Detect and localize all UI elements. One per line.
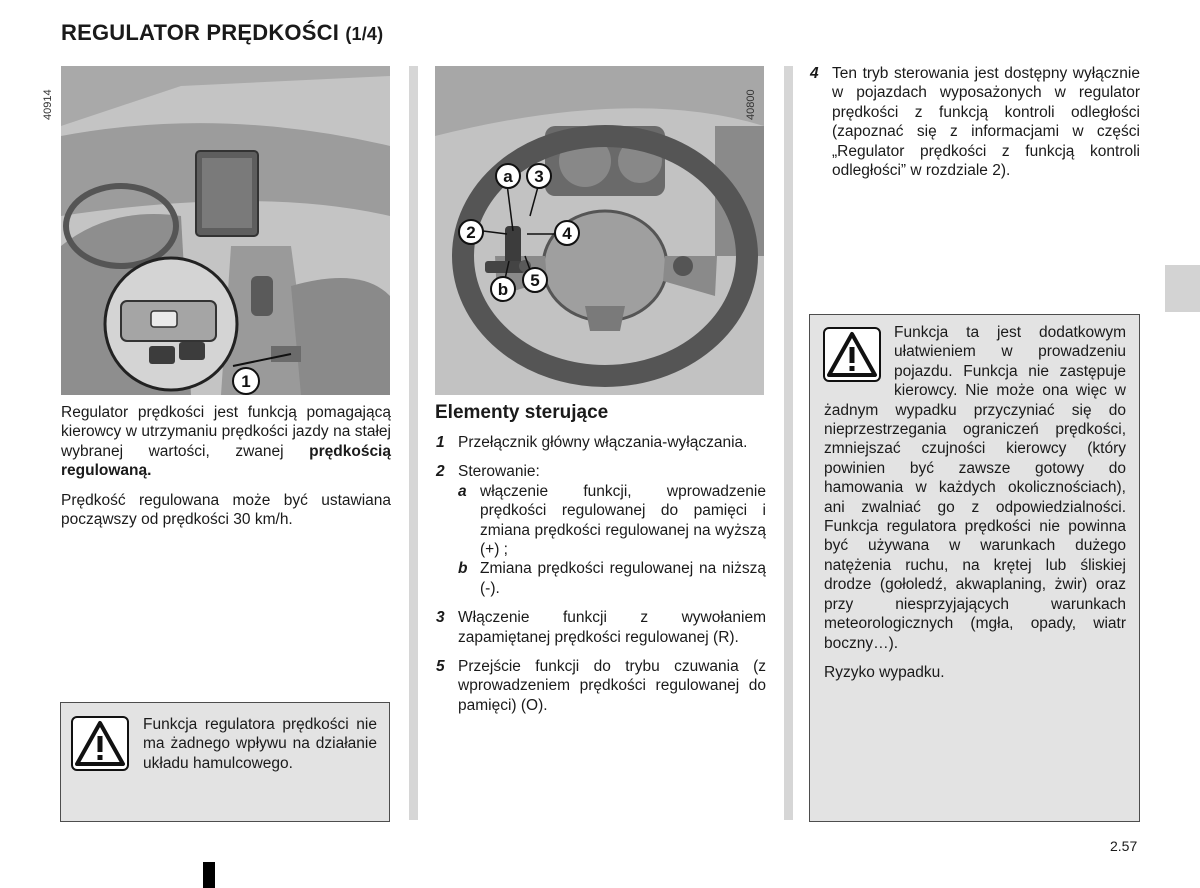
- figure-code: 40914: [42, 89, 54, 120]
- callout-4: [553, 219, 581, 247]
- callout-label: 3: [534, 167, 544, 186]
- callout-a: [494, 162, 522, 190]
- section-heading: Elementy sterujące: [435, 402, 609, 423]
- list-item-number: 3: [436, 609, 445, 627]
- callout-label: 5: [530, 271, 540, 290]
- list-item: [436, 462, 766, 598]
- page-title: [61, 20, 383, 46]
- list-item-number: 5: [436, 658, 445, 676]
- callout-3: [525, 162, 553, 190]
- warning-box-brakes: [60, 702, 390, 822]
- intro-text: Regulator prędkości jest funkcją pomagającą kierowcy w utrzymaniu prędkości jazdy na stałej wybranej wartości, zwanej: [61, 404, 391, 460]
- icon-spacer: [824, 323, 894, 385]
- accident-risk: Ryzyko wypadku.: [824, 663, 945, 681]
- right-column-list: [810, 64, 1140, 190]
- callout-label: 2: [466, 223, 476, 242]
- intro-bold: prędkością regulowaną.: [61, 442, 391, 480]
- page-number: 2.57: [1110, 838, 1138, 854]
- list-item-text: Przejście funkcji do trybu czuwania (z wprowadzeniem prędkości regulowanej do pamięci) (O).: [458, 658, 766, 714]
- dashboard-illustration: [61, 66, 390, 395]
- list-item: [436, 657, 766, 715]
- intro-paragraph: [61, 403, 391, 481]
- callout-label: a: [503, 167, 513, 186]
- callout-b: [489, 275, 517, 303]
- column-divider: [409, 66, 418, 820]
- sub-item-text: włączenie funkcji, wprowadzenie prędkości regulowanej do pamięci i zmiana prędkości regulowanej na wyższą (+) ;: [480, 482, 766, 559]
- warning-text-driver: [824, 323, 1126, 692]
- sub-item-text: Zmiana prędkości regulowanej na niższą (-).: [480, 560, 766, 597]
- left-column-text: [61, 403, 391, 539]
- callout-label: b: [497, 280, 509, 299]
- chapter-tab-marker: [1165, 265, 1200, 312]
- list-item: [436, 433, 766, 452]
- figure-code: 40800: [745, 89, 757, 120]
- warning-paragraph: Funkcja ta jest dodatkowym ułatwieniem w prowadzeniu pojazdu. Funkcja nie zastępuje kierowcy. Nie może ona więc w żadnym wypadku przyczyniać się do nieprzestrzegania ograniczeń prędkości, zmniejszać czujności kierowcy (który powinien być zawsze gotowy do hamowania w każdych okolicznościach), ani zwalniać go z odpowiedzialności. Funkcja regulatora prędkości nie powinna być używana w warunkach dużego natężenia ruchu, na krętej lub śliskiej drodze (gołoledź, akwaplaning, żwir) oraz przy niesprzyjających warunkach meteorologicznych (mgła, opady, wiatr boczny…).: [824, 324, 1126, 652]
- steering-wheel-illustration: [435, 66, 764, 395]
- column-divider: [784, 66, 793, 820]
- list-item-text: Włączenie funkcji z wywołaniem zapamiętanej prędkości regulowanej (R).: [458, 609, 766, 646]
- callout-5: [521, 266, 549, 294]
- list-item-text: Ten tryb sterowania jest dostępny wyłącznie w pojazdach wyposażonych w regulator prędkości z funkcją kontroli odległości (zapoznać się z informacjami w części „Regulator prędkości z funkcją kontroli odległości” w rozdziale 2).: [832, 65, 1140, 180]
- callout-1: [231, 366, 261, 395]
- speed-paragraph: Prędkość regulowana może być ustawiana począwszy od prędkości 30 km/h.: [61, 491, 391, 529]
- list-item-number: 2: [436, 463, 445, 481]
- sub-item-letter: a: [458, 482, 467, 500]
- crop-mark: [203, 862, 215, 888]
- sub-item-letter: b: [458, 560, 468, 578]
- warning-triangle-icon: [71, 716, 129, 771]
- callout-circle: [231, 366, 261, 395]
- callout-label: 4: [562, 224, 572, 243]
- callout-2: [457, 218, 485, 246]
- list-item-number: 4: [810, 65, 819, 82]
- list-item-text: Sterowanie:: [458, 463, 540, 481]
- list-item: [436, 608, 766, 647]
- warning-box-driver: [809, 314, 1140, 822]
- sub-item: [458, 482, 766, 560]
- dashboard-drawing: [61, 66, 390, 395]
- sub-item: [458, 559, 766, 598]
- warning-triangle-svg: [73, 718, 127, 769]
- list-item: [810, 64, 1140, 180]
- list-item-number: 1: [436, 434, 445, 451]
- list-item-text: Przełącznik główny włączania-wyłączania.: [458, 434, 748, 451]
- controls-list: [436, 433, 766, 725]
- page-title-text: REGULATOR PRĘDKOŚCI: [61, 20, 340, 45]
- warning-text-brakes: Funkcja regulatora prędkości nie ma żadnego wpływu na działanie układu hamulcowego.: [143, 716, 377, 772]
- callout-label: 1: [241, 372, 251, 391]
- page-title-part: (1/4): [345, 24, 384, 44]
